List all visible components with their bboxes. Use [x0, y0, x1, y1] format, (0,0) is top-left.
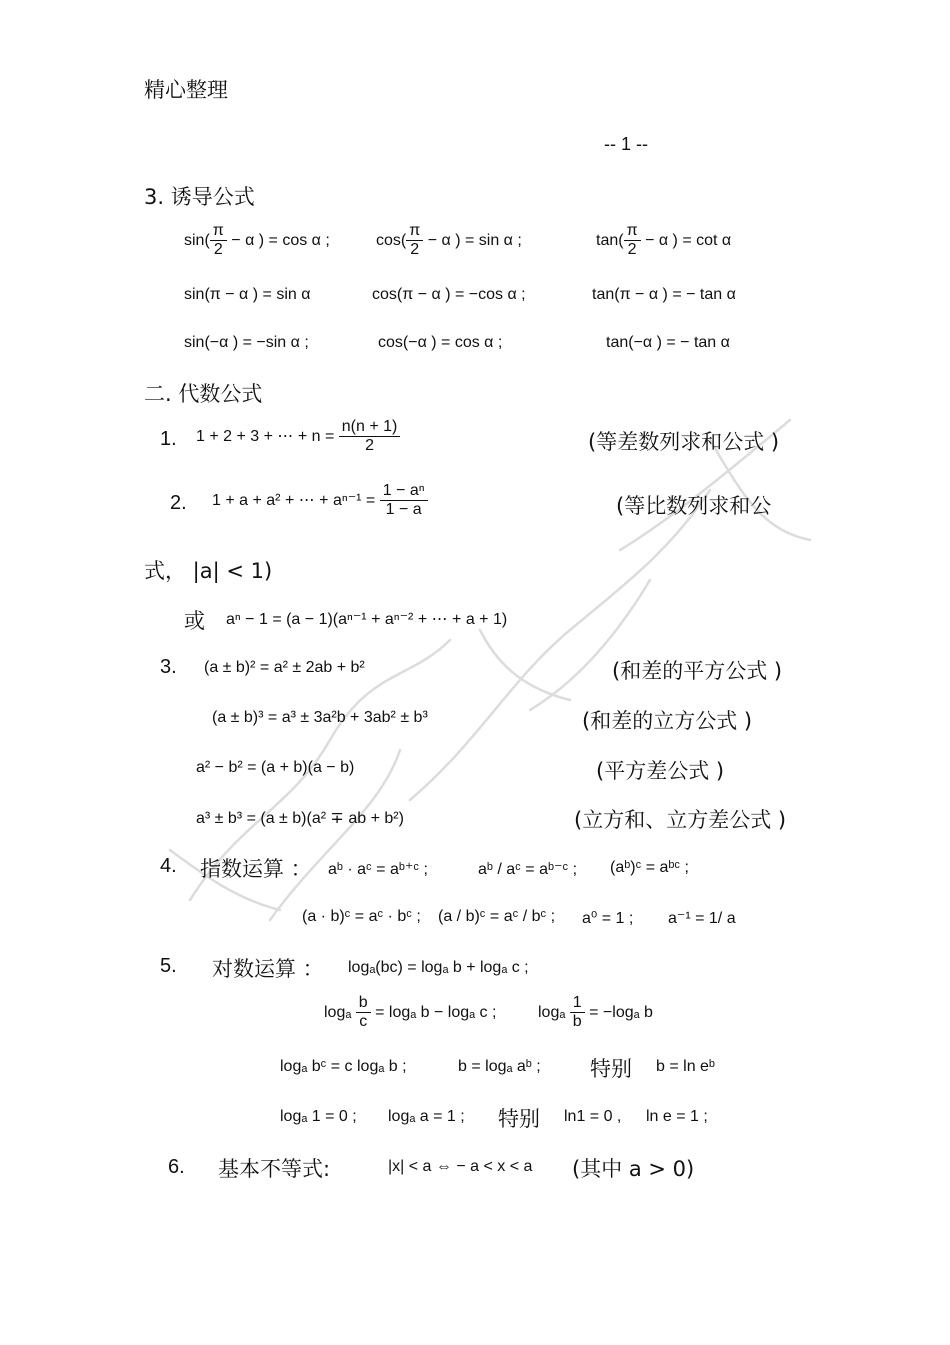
- formula-ln-exp: b = ln eᵇ: [656, 1058, 715, 1075]
- formula-cos-negative: cos(−α ) = cos α ;: [378, 334, 503, 351]
- item-index-4: 4.: [160, 855, 177, 877]
- formula-exp-power: (aᵇ)ᶜ = aᵇᶜ ;: [610, 859, 689, 876]
- formula-sin-negative: sin(−α ) = −sin α ;: [184, 334, 309, 351]
- label-special-2: 特别: [498, 1107, 540, 1131]
- formula-tan-negative: tan(−α ) = − tan α: [606, 334, 730, 351]
- formula-ln-one: ln1 = 0 ,: [564, 1108, 622, 1125]
- formula-exp-product: aᵇ · aᶜ = aᵇ⁺ᶜ ;: [328, 861, 428, 878]
- item-index-5: 5.: [160, 955, 177, 977]
- item-index-1: 1.: [160, 428, 177, 450]
- note-geometric-condition: 式， |a| < 1): [144, 559, 273, 583]
- formula-cos-pi-minus: cos(π − α ) = −cos α ;: [372, 286, 526, 303]
- formula-cube-of-sum: (a ± b)³ = a³ ± 3a²b + 3ab² ± b³: [212, 709, 428, 726]
- formula-square-of-sum: (a ± b)² = a² ± 2ab + b²: [204, 659, 365, 676]
- formula-sum-of-cubes: a³ ± b³ = (a ± b)(a² ∓ ab + b²): [196, 810, 404, 827]
- formula-abs-inequality: |x| < a ⇔ − a < x < a: [388, 1158, 533, 1175]
- formula-log-one: logₐ 1 = 0 ;: [280, 1108, 357, 1125]
- formula-cos-half-pi: cos( $\frac{\pi}{2}$ − α ) = sin α ;: [376, 222, 522, 259]
- formula-tan-pi-minus: tan(π − α ) = − tan α: [592, 286, 736, 303]
- formula-exp-negative: a⁻¹ = 1/ a: [668, 910, 736, 927]
- formula-log-quotient: logₐ $\frac{b}{c}$ = logₐ b − logₐ c ;: [324, 994, 497, 1031]
- formula-difference-of-squares: a² − b² = (a + b)(a − b): [196, 759, 355, 776]
- note-difference-of-squares: (平方差公式 ): [596, 759, 725, 783]
- note-cube-of-sum: (和差的立方公式 ): [582, 709, 753, 733]
- formula-exp-quotient-base: (a / b)ᶜ = aᶜ / bᶜ ;: [438, 908, 556, 925]
- formula-arithmetic-sum: 1 + 2 + 3 + ⋯ + n = $\frac{n(n + 1)}{2}$: [196, 418, 400, 456]
- label-log-rules: 对数运算 ：: [212, 957, 324, 981]
- formula-log-reciprocal: logₐ $\frac{1}{b}$ = −logₐ b: [538, 994, 653, 1031]
- item-index-3: 3.: [160, 656, 177, 678]
- formula-log-power: logₐ bᶜ = c logₐ b ;: [280, 1058, 407, 1075]
- formula-sin-pi-minus: sin(π − α ) = sin α: [184, 286, 311, 303]
- section-heading-induction: 3. 诱导公式: [144, 185, 255, 209]
- label-or: 或: [184, 609, 205, 633]
- item-index-6: 6.: [168, 1156, 185, 1178]
- header-title: 精心整理: [144, 78, 228, 102]
- formula-log-base: logₐ a = 1 ;: [388, 1108, 465, 1125]
- note-sum-of-cubes: (立方和、立方差公式 ): [574, 808, 787, 832]
- label-special: 特别: [590, 1057, 632, 1081]
- formula-exp-quotient: aᵇ / aᶜ = aᵇ⁻ᶜ ;: [478, 861, 578, 878]
- formula-sin-half-pi: sin( $\frac{\pi}{2}$ − α ) = cos α ;: [184, 222, 330, 259]
- formula-tan-half-pi: tan( $\frac{\pi}{2}$ − α ) = cot α: [596, 222, 732, 259]
- formula-exp-zero: a⁰ = 1 ;: [582, 910, 634, 927]
- label-exponent-rules: 指数运算 ：: [200, 857, 312, 881]
- note-geometric-sum: (等比数列求和公: [616, 494, 772, 518]
- note-abs-condition: (其中 a > 0): [572, 1157, 695, 1181]
- page-number: -- 1 --: [604, 134, 648, 154]
- formula-log-inverse: b = logₐ aᵇ ;: [458, 1058, 541, 1075]
- label-basic-inequality: 基本不等式:: [218, 1157, 331, 1181]
- note-arithmetic-sum: (等差数列求和公式 ): [588, 430, 780, 454]
- formula-exp-product-base: (a · b)ᶜ = aᶜ · bᶜ ;: [302, 908, 421, 925]
- note-square-of-sum: (和差的平方公式 ): [612, 659, 783, 683]
- formula-geometric-sum: 1 + a + a² + ⋯ + aⁿ⁻¹ = $\frac{\text{1 − aⁿ}}{1 - a}$: [212, 482, 428, 520]
- formula-power-difference: aⁿ − 1 = (a − 1)(aⁿ⁻¹ + aⁿ⁻² + ⋯ + a + 1): [226, 611, 508, 628]
- item-index-2: 2.: [170, 492, 187, 514]
- formula-ln-e: ln e = 1 ;: [646, 1108, 708, 1125]
- section-heading-algebra: 二. 代数公式: [144, 382, 263, 406]
- formula-log-product: logₐ(bc) = logₐ b + logₐ c ;: [348, 959, 529, 976]
